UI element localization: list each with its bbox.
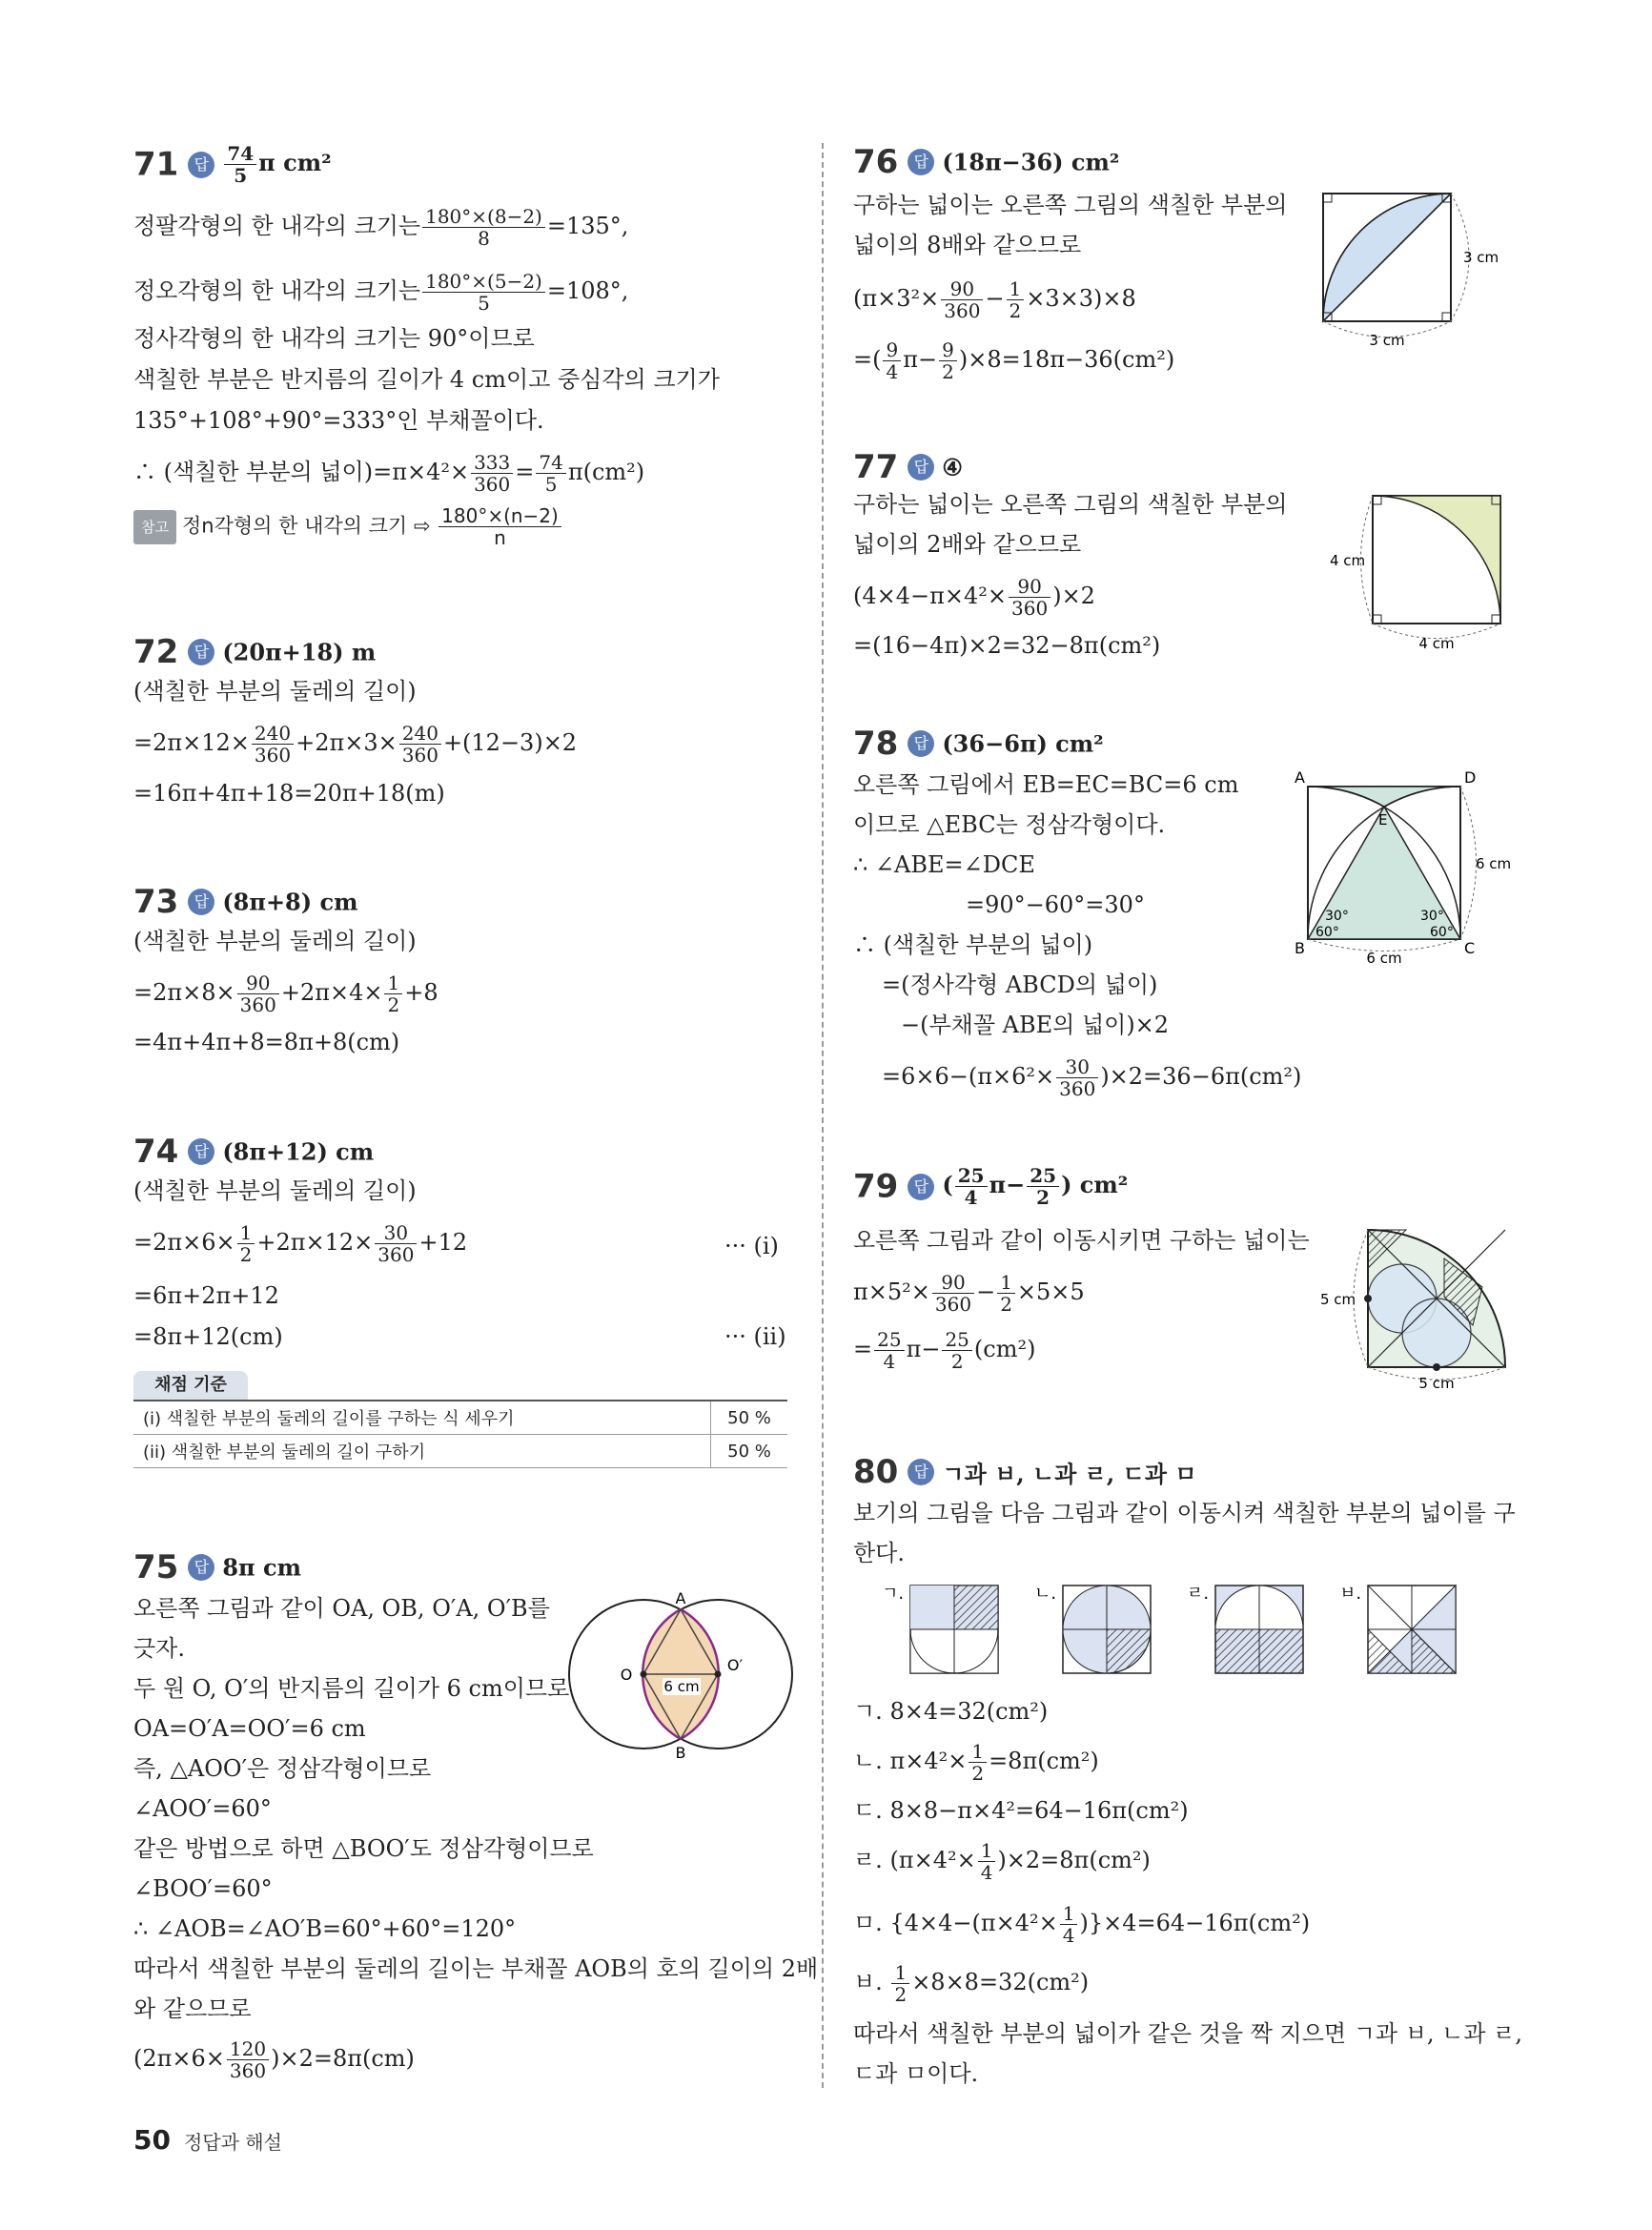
q76-side-label: 3 cm [1463,249,1499,266]
q72-header [133,633,376,671]
q79-bottom-label: 5 cm [1418,1375,1455,1392]
q75-header [133,1548,301,1586]
point-c-label: C [1464,939,1476,957]
q71-answer: $\frac{74}{5}$ π cm² [222,149,331,176]
q76-line-2: 넓이의 8배와 같으므로 [853,232,1082,258]
q78-header [853,725,1104,763]
q71-line-4: 색칠한 부분은 반지름의 길이가 4 cm이고 중심각의 크기가 [133,366,720,393]
q79-header [853,1165,1128,1208]
answer-badge: 답 [188,639,214,665]
page-number: 50 [133,2124,171,2156]
point-o-label: O [620,1666,633,1684]
answer-badge: 답 [908,454,934,481]
q79-side-label: 5 cm [1320,1291,1356,1308]
q71-number: 71 [133,145,179,184]
q75-line-7: 같은 방법으로 하면 △BOO′도 정삼각형이므로 [133,1835,594,1862]
answer-badge: 답 [188,1138,214,1165]
note-tag: 참고 [133,510,176,544]
angle-60-left: 60° [1315,925,1339,940]
q74-answer: (8π+12) cm [222,1137,375,1166]
q80-number: 80 [853,1453,899,1491]
q78-answer: (36−6π) cm² [942,729,1104,758]
q73-number: 73 [133,883,179,921]
fig-label-3: ㄹ. [1187,1584,1210,1604]
table-row [133,1401,787,1435]
q72-line-1: (색칠한 부분의 둘레의 길이) [133,678,417,705]
q75-length-label: 6 cm [663,1678,700,1695]
q79-line-2: π×5²× $\frac{90}{360}$ − $\frac{1}{2}$ ×5×5 [853,1271,1085,1316]
criteria-percent: 50 % [711,1401,788,1435]
q74-line-1: (색칠한 부분의 둘레의 길이) [133,1177,417,1204]
fig-label-2: ㄴ. [1034,1584,1057,1604]
q75-line-5: 즉, △AOO′은 정삼각형이므로 [133,1755,432,1782]
answer-badge: 답 [908,1174,934,1200]
fig-label-1: ㄱ. [882,1584,905,1604]
q71-line-6: ∴ (색칠한 부분의 넓이)=π×4²× $\frac{333}{360}$ = $\frac{74}{5}$ π(cm²) [133,451,645,496]
point-a-label: A [1295,768,1305,787]
q75-figure [567,1590,796,1762]
q74-tag-ii: ··· (ii) [724,1323,786,1350]
q75-line-3: 두 원 O, O′의 반지름의 길이가 6 cm이므로 [133,1675,570,1702]
angle-30-left: 30° [1325,909,1349,924]
q75-answer: 8π cm [222,1553,301,1582]
q80-line-b: ㄴ. π×4²× $\frac{1}{2}$ =8π(cm²) [853,1740,1099,1785]
answer-badge: 답 [188,889,214,915]
q75-line-6: ∠AOO′=60° [133,1795,272,1822]
q76-line-4: =( $\frac{9}{4}$ π− $\frac{9}{2}$ )×8=18π−36(cm²) [853,338,1175,383]
q80-header [853,1453,1196,1491]
criteria-label: (ii) 색칠한 부분의 둘레의 길이 구하기 [133,1435,711,1468]
q78-line-1: 오른쪽 그림에서 EB=EC=BC=6 cm [853,771,1239,798]
q75-line-12: (2π×6× $\frac{120}{360}$ )×2=8π(cm) [133,2037,415,2082]
answer-badge: 답 [188,1554,214,1581]
angle-60-right: 60° [1430,925,1454,940]
q80-line-f: ㅂ. $\frac{1}{2}$ ×8×8=32(cm²) [853,1961,1090,2006]
q77-line-4: =(16−4π)×2=32−8π(cm²) [853,632,1161,659]
page-section: 정답과 해설 [183,2131,282,2154]
q78-side-label: 6 cm [1476,855,1512,872]
q78-bottom-label: 6 cm [1366,950,1402,967]
q80-line-a: ㄱ. 8×4=32(cm²) [853,1698,1049,1725]
point-e-label: E [1378,811,1388,829]
q77-answer: ④ [942,453,963,481]
q78-line-4: =90°−60°=30° [966,891,1145,918]
q75-line-11: 와 같으므로 [133,1995,252,2022]
criteria-label: (i) 색칠한 부분의 둘레의 길이를 구하는 식 세우기 [133,1401,711,1435]
q77-line-2: 넓이의 2배와 같으므로 [853,531,1082,558]
q73-line-1: (색칠한 부분의 둘레의 길이) [133,928,417,954]
q79-figure [1320,1220,1511,1392]
angle-30-right: 30° [1420,909,1444,924]
q78-figure [1287,767,1516,968]
q76-figure [1320,191,1511,362]
q74-number: 74 [133,1133,179,1171]
q78-line-2: 이므로 △EBC는 정삼각형이다. [853,811,1166,838]
q77-number: 77 [853,448,899,486]
answer-badge: 답 [908,1459,934,1485]
q76-bottom-label: 3 cm [1369,332,1405,349]
q77-bottom-label: 4 cm [1418,635,1455,652]
q73-header [133,883,357,921]
grading-criteria-table [133,1400,787,1468]
q78-line-6: =(정사각형 ABCD의 넓이) [882,972,1158,998]
q78-line-3: ∴ ∠ABE=∠DCE [853,851,1035,878]
q80-line-3: 따라서 색칠한 부분의 넓이가 같은 것을 짝 지으면 ㄱ과 ㅂ, ㄴ과 ㄹ, [853,2020,1522,2047]
q74-line-2: =2π×6× $\frac{1}{2}$ +2π×12× $\frac{30}{360}$ +12 [133,1221,468,1266]
grading-criteria-title: 채점 기준 [133,1371,248,1400]
q71-line-5: 135°+108°+90°=333°인 부채꼴이다. [133,407,544,434]
q80-line-1: 보기의 그림을 다음 그림과 같이 이동시켜 색칠한 부분의 넓이를 구 [853,1500,1516,1526]
point-d-label: D [1464,768,1477,787]
answer-badge: 답 [188,152,214,178]
criteria-percent: 50 % [711,1435,788,1468]
point-b-label: B [1295,939,1305,957]
q71-line-2: 정오각형의 한 내각의 크기는 $\frac{180^\circ\times(5-2)}{5}$ =108°, [133,270,629,315]
answer-badge: 답 [908,149,934,175]
point-b-label: B [675,1744,686,1762]
q72-answer: (20π+18) m [222,638,377,666]
q75-line-4: OA=O′A=OO′=6 cm [133,1715,366,1742]
q78-line-7: −(부채꼴 ABE의 넓이)×2 [901,1012,1170,1038]
q79-number: 79 [853,1167,899,1206]
q76-line-3: (π×3²× $\frac{90}{360}$ − $\frac{1}{2}$ ×3×3)×8 [853,277,1136,322]
q75-line-8: ∠BOO′=60° [133,1875,273,1902]
q80-figures [882,1578,1501,1683]
point-o-prime-label: O′ [726,1656,744,1674]
q76-header [853,143,1119,181]
q77-side-label: 4 cm [1330,552,1366,569]
q77-line-1: 구하는 넓이는 오른쪽 그림의 색칠한 부분의 [853,491,1288,518]
page-footer [133,2124,282,2156]
q79-line-3: = $\frac{25}{4}$ π− $\frac{25}{2}$ (cm²) [853,1328,1036,1373]
q79-line-1: 오른쪽 그림과 같이 이동시키면 구하는 넓이는 [853,1227,1310,1254]
q73-answer: (8π+8) cm [222,888,358,916]
point-a-label: A [675,1590,686,1607]
column-divider [822,143,824,2088]
q73-line-2: =2π×8× $\frac{90}{360}$ +2π×4× $\frac{1}{2}$ +8 [133,972,438,1016]
q71-header [133,143,332,186]
q80-line-e: ㅁ. {4×4−(π×4²× $\frac{1}{4}$ )}×4=64−16π(cm²) [853,1902,1311,1947]
q72-line-2: =2π×12× $\frac{240}{360}$ +2π×3× $\frac{240}{360}$ +(12−3)×2 [133,722,578,767]
q71-note: 참고 정n각형의 한 내각의 크기 ⇨ $\frac{180^\circ\times(n-2)}{n}$ [133,505,563,548]
q75-line-10: 따라서 색칠한 부분의 둘레의 길이는 부채꼴 AOB의 호의 길이의 2배 [133,1955,819,1982]
q80-line-c: ㄷ. 8×8−π×4²=64−16π(cm²) [853,1797,1189,1824]
q76-number: 76 [853,143,899,181]
q74-header [133,1133,374,1171]
fig-label-4: ㅂ. [1339,1584,1362,1604]
q74-line-3: =6π+2π+12 [133,1282,279,1309]
q80-line-d: ㄹ. (π×4²× $\frac{1}{4}$ )×2=8π(cm²) [853,1839,1151,1884]
q75-line-9: ∴ ∠AOB=∠AO′B=60°+60°=120° [133,1915,517,1942]
q74-line-4: =8π+12(cm) [133,1323,283,1350]
q71-line-1: 정팔각형의 한 내각의 크기는 $\frac{180^\circ\times(8-2)}{8}$ =135°, [133,205,629,250]
q72-number: 72 [133,633,179,671]
q76-line-1: 구하는 넓이는 오른쪽 그림의 색칠한 부분의 [853,192,1288,218]
q76-answer: (18π−36) cm² [942,148,1120,176]
table-row [133,1435,787,1468]
q78-line-5: ∴ (색칠한 부분의 넓이) [853,931,1093,958]
q77-figure [1330,491,1511,653]
q75-line-1: 오른쪽 그림과 같이 OA, OB, O′A, O′B를 [133,1595,550,1622]
q78-line-8: =6×6−(π×6²× $\frac{30}{360}$ )×2=36−6π(cm²) [882,1055,1302,1100]
q80-line-2: 한다. [853,1540,905,1566]
q79-answer: ( $\frac{25}{4}$ π− $\frac{25}{2}$ ) cm² [942,1164,1129,1209]
q73-line-3: =4π+4π+8=8π+8(cm) [133,1029,400,1055]
answer-badge: 답 [908,730,934,757]
q78-number: 78 [853,725,899,763]
q74-tag-i: ··· (i) [724,1233,779,1259]
q80-answer: ㄱ과 ㅂ, ㄴ과 ㄹ, ㄷ과 ㅁ [942,1460,1197,1488]
q77-header [853,448,963,486]
q75-line-2: 긋자. [133,1635,185,1662]
q71-line-3: 정사각형의 한 내각의 크기는 90°이므로 [133,325,535,352]
q72-line-3: =16π+4π+18=20π+18(m) [133,780,445,807]
q75-number: 75 [133,1548,179,1586]
q77-line-3: (4×4−π×4²× $\frac{90}{360}$ )×2 [853,575,1095,620]
q80-line-4: ㄷ과 ㅁ이다. [853,2060,979,2087]
